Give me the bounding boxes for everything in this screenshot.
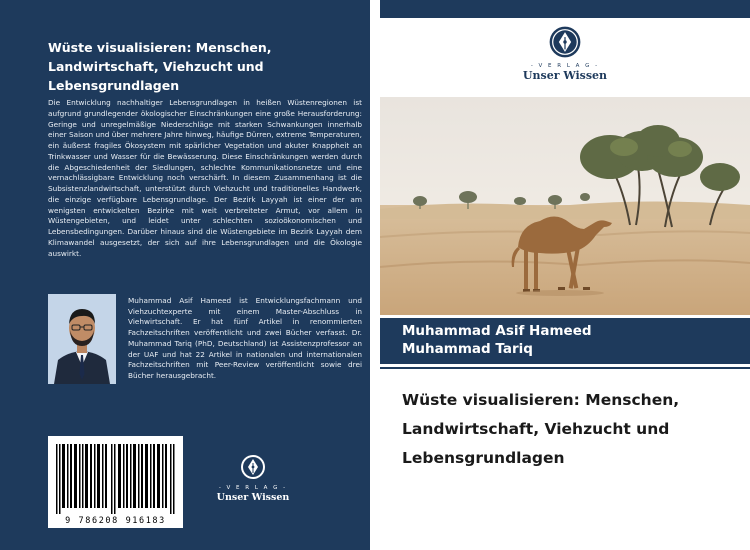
front-cover-title: Wüste visualisieren: Menschen, Landwirtschaft, Viehzucht und Lebensgrundlagen bbox=[402, 391, 680, 467]
barcode-icon bbox=[56, 444, 175, 514]
isbn-digits: 9 786208 916183 bbox=[65, 516, 166, 526]
front-top-bar bbox=[380, 0, 750, 18]
author-name-2: Muhammad Tariq bbox=[402, 341, 533, 357]
author-name-1: Muhammad Asif Hameed bbox=[402, 323, 592, 339]
author-portrait bbox=[48, 294, 116, 384]
back-cover bbox=[0, 0, 370, 550]
pen-nib-logo-icon bbox=[549, 26, 581, 58]
pen-nib-logo-icon bbox=[240, 454, 266, 480]
publisher-name: Unser Wissen bbox=[216, 492, 290, 503]
author-bio: Muhammad Asif Hameed ist Entwicklungsfachmann und Viehzuchtexperte mit einem Master-Abschluss in Viehwirtschaft. Er hat fünf Artikel in renommierten Fachzeitschriften veröffentlicht und zwei Bücher verfasst. Dr. Muhammad Tariq (PhD, Deutschland) ist Assistenzprofessor an der UAF und hat 22 Artikel in nationalen und internationalen Fachzeitschriften mit Peer-Review veröffentlicht sowie drei Bücher herausgebracht. bbox=[128, 296, 362, 380]
publisher-name: Unser Wissen bbox=[522, 69, 608, 82]
divider bbox=[380, 367, 750, 369]
front-publisher-logo bbox=[380, 26, 750, 86]
back-cover-title: Wüste visualisieren: Menschen, Landwirtschaft, Viehzucht und Lebensgrundlagen bbox=[48, 40, 272, 93]
back-publisher-logo bbox=[216, 454, 290, 506]
back-cover-blurb: Die Entwicklung nachhaltiger Lebensgrundlagen in heißen Wüstenregionen ist aufgrund grundlegender ökologischer Einschränkungen eine große Herausforderung: Geringe und unregelmäßige Niederschläge mit starken Schwankungen innerhalb einer Saison und über mehrere Jahre hinweg, häufige Dürren, extreme Temperaturen, ein äußerst fragiles Ökosystem mit spärlicher Vegetation und akuter Knappheit an Trinkwasser und Wasser für die Bewässerung. Diese Einschränkungen werden durch die Abgeschiedenheit der Siedlungen, schlechte Kommunikationsnetze und eine vernachlässigbare Entwicklung noch verschärft. In diesem Zusammenhang ist die Subsistenzlandwirtschaft, unterstützt durch Viehzucht und traditionelles Handwerk, die einzige verfügbare Lebensgrundlage. Der Bezirk Layyah ist einer der am wenigsten entwickelten Bezirke mit weit verbreiteter Armut, vor allem in Wüstengebieten, und leidet unter schlechten sozioökonomischen und Lebensbedingungen. Darüber hinaus sind die Wüstengebiete im Bezirk Layyah dem Klimawandel ausgesetzt, der sich auf ihre Lebensgrundlagen und die Ökologie auswirkt. bbox=[48, 98, 362, 258]
publisher-verlag-label: - V E R L A G - bbox=[530, 63, 600, 69]
isbn-barcode bbox=[48, 436, 183, 528]
front-cover bbox=[380, 0, 750, 550]
publisher-verlag-label: - V E R L A G - bbox=[218, 485, 288, 491]
authors-band bbox=[380, 318, 750, 364]
camel-photo bbox=[380, 97, 750, 315]
